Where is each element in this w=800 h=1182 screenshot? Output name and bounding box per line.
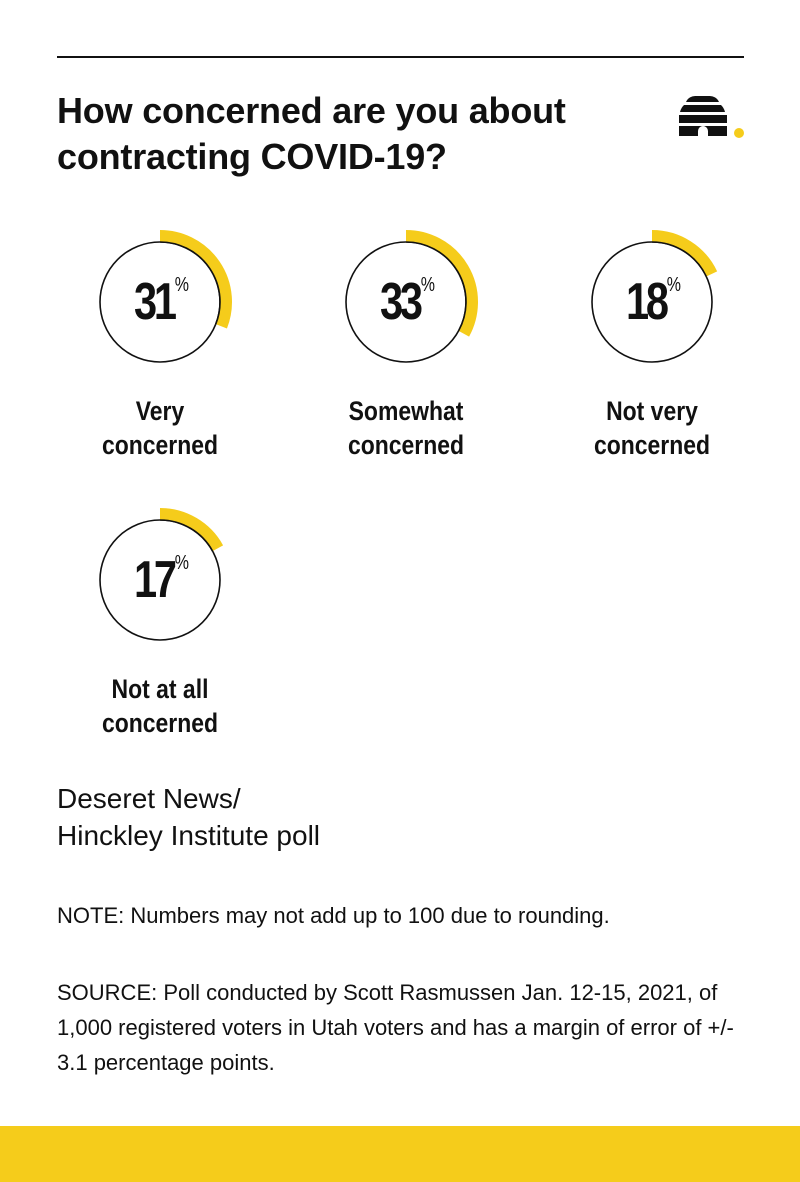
gauge-value	[80, 272, 240, 332]
gauge-label	[584, 394, 720, 462]
gauge-value-number: 31	[134, 273, 175, 331]
gauge-label	[92, 394, 228, 462]
gauge-label-line-1: Not very	[606, 396, 698, 426]
gauge-somewhat-concerned	[326, 232, 576, 492]
gauge-value-arc	[652, 236, 712, 274]
poll-name-line-1: Deseret News/	[57, 783, 241, 814]
gauge-percent-sign: %	[420, 274, 436, 296]
gauge-label	[338, 394, 474, 462]
gauge-percent-sign: %	[666, 274, 682, 296]
gauge-very-concerned	[80, 232, 330, 492]
source-text: SOURCE: Poll conducted by Scott Rasmussen Jan. 12-15, 2021, of 1,000 registered voters in Utah voters and has a margin of error of +/- 3.1 percentage points.	[57, 980, 734, 1075]
gauge-value-number: 33	[380, 273, 421, 331]
gauge-not-at-all-concerned	[80, 510, 330, 770]
gauge-value	[326, 272, 486, 332]
bottom-accent-bar	[0, 1126, 800, 1182]
gauge-label	[92, 672, 228, 740]
gauge-label-line-2: concerned	[101, 708, 219, 738]
gauge-value-number: 17	[134, 551, 175, 609]
gauge-value	[80, 550, 240, 610]
gauge-value-number: 18	[626, 273, 667, 331]
gauge-label-line-2: concerned	[101, 430, 219, 460]
gauge-label-line-1: Very	[135, 396, 185, 426]
gauge-label-line-2: concerned	[347, 430, 465, 460]
gauge-value-arc	[160, 514, 218, 548]
note-text: NOTE: Numbers may not add up to 100 due to rounding.	[57, 903, 610, 928]
gauge-label-line-1: Not at all	[111, 674, 209, 704]
gauge-not-very-concerned	[572, 232, 800, 492]
top-rule	[57, 56, 744, 58]
gauge-label-line-1: Somewhat	[348, 396, 464, 426]
chart-title	[57, 88, 657, 180]
gauge-label-line-2: concerned	[593, 430, 711, 460]
gauge-percent-sign: %	[174, 274, 190, 296]
chart-title-line-1: How concerned are you about	[57, 90, 566, 131]
beehive-logo-icon	[678, 94, 748, 140]
poll-name	[57, 780, 320, 854]
chart-title-line-2: contracting COVID-19?	[57, 136, 447, 177]
poll-name-line-2: Hinckley Institute poll	[57, 820, 321, 851]
gauge-percent-sign: %	[174, 552, 190, 574]
gauge-value	[572, 272, 732, 332]
